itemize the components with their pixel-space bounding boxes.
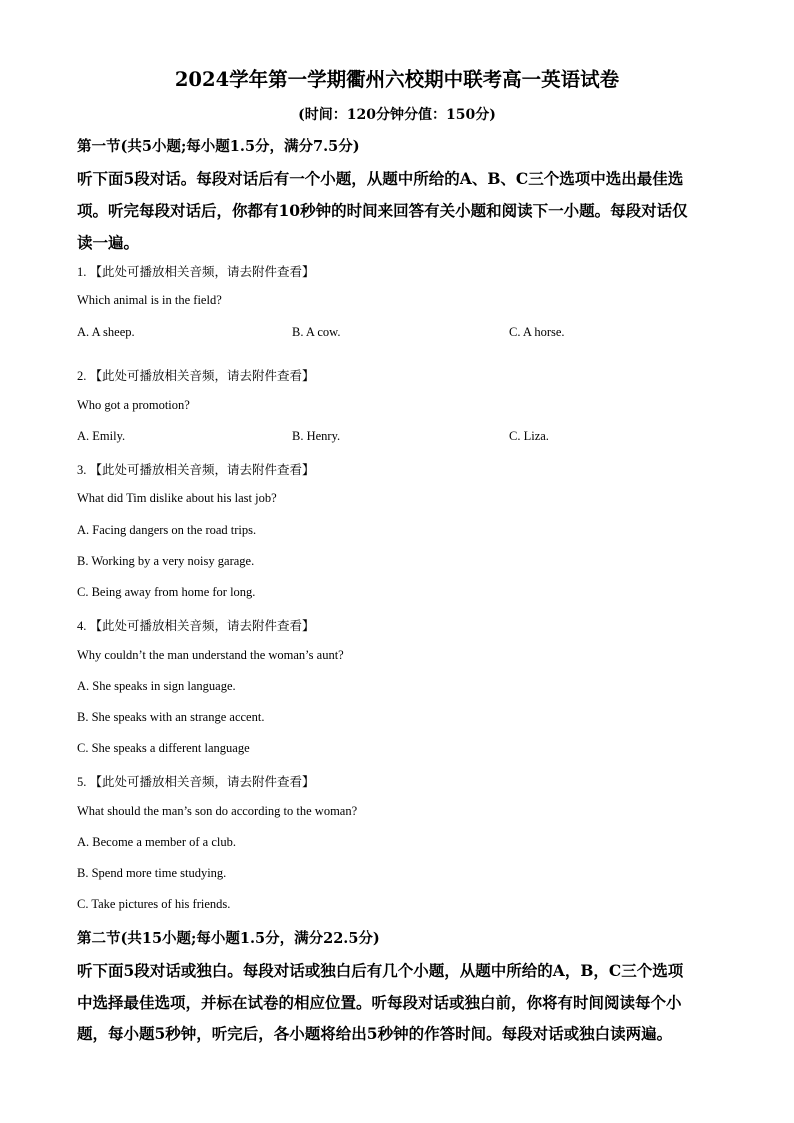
option-c-q5: C. Take pictures of his friends. — [77, 897, 231, 911]
exam-info: (时间：120分钟分值：150分) — [298, 107, 496, 123]
option-b-q1: B. A cow. — [292, 325, 341, 339]
option-c-q2: C. Liza. — [509, 429, 549, 443]
section1-heading: 第一节(共5小题;每小题1.5分，满分7.5分) — [77, 138, 360, 155]
option-b-q2: B. Henry. — [292, 429, 341, 443]
option-a-q4: A. She speaks in sign language. — [77, 679, 236, 693]
question-stem-q2: Who got a promotion? — [77, 398, 190, 412]
audio-placeholder-q2[interactable]: 2. 【此处可播放相关音频，请去附件查看】 — [77, 369, 315, 383]
section1-instruction-line: 听下面5段对话。每段对话后有一个小题，从题中所给的A、B、C三个选项中选出最佳选 — [77, 169, 684, 188]
section1-instruction-line: 读一遍。 — [77, 233, 140, 252]
section2-instruction-line: 听下面5段对话或独白。每段对话或独白后有几个小题，从题中所给的A，B，C三个选项 — [77, 961, 684, 980]
option-b-q5: B. Spend more time studying. — [77, 866, 227, 880]
question-stem-q5: What should the man’s son do according to the woman? — [77, 804, 358, 818]
question-stem-q3: What did Tim dislike about his last job? — [77, 491, 277, 505]
audio-placeholder-q1[interactable]: 1. 【此处可播放相关音频，请去附件查看】 — [77, 265, 315, 279]
option-b-q3: B. Working by a very noisy garage. — [77, 554, 255, 568]
option-c-q1: C. A horse. — [509, 325, 565, 339]
section2-instruction-line: 中选择最佳选项，并标在试卷的相应位置。听每段对话或独白前，你将有时间阅读每个小 — [77, 993, 682, 1012]
option-c-q3: C. Being away from home for long. — [77, 585, 256, 599]
option-c-q4: C. She speaks a different language — [77, 741, 250, 755]
option-a-q3: A. Facing dangers on the road trips. — [77, 523, 257, 537]
audio-placeholder-q5[interactable]: 5. 【此处可播放相关音频，请去附件查看】 — [77, 775, 315, 789]
question-stem-q4: Why couldn’t the man understand the woman’s aunt? — [77, 648, 344, 662]
option-a-q1: A. A sheep. — [77, 325, 135, 339]
question-stem-q1: Which animal is in the field? — [77, 293, 222, 307]
audio-placeholder-q4[interactable]: 4. 【此处可播放相关音频，请去附件查看】 — [77, 619, 315, 633]
option-a-q2: A. Emily. — [77, 429, 126, 443]
section2-heading: 第二节(共15小题;每小题1.5分，满分22.5分) — [77, 930, 380, 947]
section1-instruction-line: 项。听完每段对话后，你都有10秒钟的时间来回答有关小题和阅读下一小题。每段对话仅 — [77, 201, 688, 220]
section2-instruction-line: 题，每小题5秒钟，听完后，各小题将给出5秒钟的作答时间。每段对话或独白读两遍。 — [77, 1024, 673, 1043]
audio-placeholder-q3[interactable]: 3. 【此处可播放相关音频，请去附件查看】 — [77, 463, 315, 477]
option-b-q4: B. She speaks with an strange accent. — [77, 710, 265, 724]
option-a-q5: A. Become a member of a club. — [77, 835, 236, 849]
page-title: 2024学年第一学期衢州六校期中联考高一英语试卷 — [174, 68, 620, 91]
